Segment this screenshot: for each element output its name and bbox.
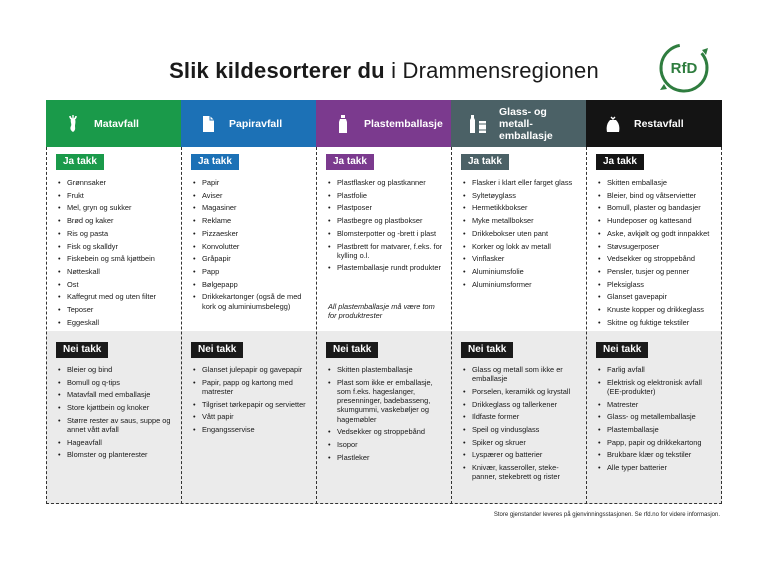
list-item: • Farlig avfall [598, 365, 716, 374]
list-item: • Magasiner [193, 203, 310, 212]
list-item: • Matavfall med emballasje [58, 390, 175, 399]
list-item: • Tilgriset tørkepapir og servietter [193, 400, 310, 409]
frame-left [46, 147, 47, 504]
list-item: • Bølgepapp [193, 280, 310, 289]
list-item: • Fisk og skalldyr [58, 242, 175, 251]
frame-bottom [46, 503, 722, 504]
list-item: • Brød og kaker [58, 216, 175, 225]
list-item: • Pleksiglass [598, 280, 716, 289]
list-item: • Aske, avkjølt og godt innpakket [598, 229, 716, 238]
list-item: • Plastbegre og plastbokser [328, 216, 445, 225]
list-item: • Pensler, tusjer og penner [598, 267, 716, 276]
column-glass-og-metall-emballasje [451, 100, 586, 504]
list-item: • Vinflasker [463, 254, 580, 263]
column-title: Plastemballasje [364, 117, 443, 130]
glass-and-can-icon [467, 113, 489, 135]
no-list [58, 365, 175, 463]
list-item: • Plastposer [328, 203, 445, 212]
footer-note: Store gjenstander leveres på gjenvinningsstasjonen. Se rfd.no for videre informasjon. [493, 512, 720, 518]
list-item: • Knivær, kasseroller, steke-panner, stekebrett og rister [463, 463, 580, 481]
list-item: • Bomull, plaster og bandasjer [598, 203, 716, 212]
column-divider [181, 147, 182, 504]
no-section [316, 331, 451, 504]
list-item: • Vedsekker og stroppebånd [598, 254, 716, 263]
list-item: • Plast som ikke er emballasje, som f.eks. hageslanger, presenninger, badebasseng, skumgummi, vaskebøljer og hagemøbler [328, 378, 445, 424]
list-item: • Kaffegrut med og uten filter [58, 292, 175, 301]
list-item: • Drikkekartonger (også de med kork og aluminiumsbelegg) [193, 292, 310, 310]
yes-section [586, 147, 722, 331]
yes-badge: Ja takk [56, 154, 104, 170]
page-title [0, 58, 768, 84]
list-item: • Porselen, keramikk og krystall [463, 387, 580, 396]
column-restavfall [586, 100, 722, 504]
yes-section [316, 147, 451, 331]
list-item: • Aviser [193, 191, 310, 200]
paper-icon [197, 113, 219, 135]
no-section [586, 331, 722, 504]
column-title: Restavfall [634, 117, 684, 130]
list-item: • Brukbare klær og tekstiler [598, 450, 716, 459]
no-list [463, 365, 580, 485]
no-badge: Nei takk [326, 342, 378, 358]
list-item: • Reklame [193, 216, 310, 225]
column-header [451, 100, 586, 147]
title-light: i Drammensregionen [391, 58, 599, 83]
list-item: • Papp [193, 267, 310, 276]
logo-text: RfD [670, 60, 698, 77]
list-item: • Plastbrett for matvarer, f.eks. for kylling o.l. [328, 242, 445, 260]
list-item: • Glanset julepapir og gavepapir [193, 365, 310, 374]
list-item: • Store kjøttbein og knoker [58, 403, 175, 412]
column-title: Matavfall [94, 117, 139, 130]
list-item: • Grønnsaker [58, 178, 175, 187]
list-item: • Alle typer batterier [598, 463, 716, 472]
apple-core-icon [62, 113, 84, 135]
list-item: • Glass og metall som ikke er emballasje [463, 365, 580, 383]
yes-list [193, 178, 310, 314]
no-list [328, 365, 445, 465]
yes-list [58, 178, 175, 330]
list-item: • Aluminiumsformer [463, 280, 580, 289]
list-item: • Spiker og skruer [463, 438, 580, 447]
column-matavfall [46, 100, 181, 504]
list-item: • Myke metallbokser [463, 216, 580, 225]
list-item: • Ris og pasta [58, 229, 175, 238]
list-item: • Elektrisk og elektronisk avfall (EE-produkter) [598, 378, 716, 396]
no-list [598, 365, 716, 476]
no-badge: Nei takk [461, 342, 513, 358]
list-item: • Større rester av saus, suppe og annet vått avfall [58, 416, 175, 434]
column-title: Glass- og metall-emballasje [499, 105, 553, 142]
list-item: • Blomster og planterester [58, 450, 175, 459]
frame-right [721, 147, 722, 504]
list-item: • Vedsekker og stroppebånd [328, 427, 445, 436]
yes-badge: Ja takk [596, 154, 644, 170]
column-header [46, 100, 181, 147]
no-badge: Nei takk [191, 342, 243, 358]
column-plastemballasje [316, 100, 451, 504]
no-section [181, 331, 316, 504]
list-item: • Papir [193, 178, 310, 187]
yes-list [328, 178, 445, 276]
yes-list [598, 178, 716, 330]
list-item: • Matrester [598, 400, 716, 409]
column-divider [586, 147, 587, 504]
list-item: • Drikkeglass og tallerkener [463, 400, 580, 409]
list-item: • Glanset gavepapir [598, 292, 716, 301]
yes-section [181, 147, 316, 331]
trash-bag-icon [602, 113, 624, 135]
list-item: • Blomsterpotter og -brett i plast [328, 229, 445, 238]
rfd-recycling-logo [656, 40, 712, 96]
yes-badge: Ja takk [326, 154, 374, 170]
list-item: • Glass- og metallemballasje [598, 412, 716, 421]
list-item: • Bleier, bind og våtservietter [598, 191, 716, 200]
list-item: • Plastfolie [328, 191, 445, 200]
no-section [46, 331, 181, 504]
list-item: • Skitten plastemballasje [328, 365, 445, 374]
list-item: • Papp, papir og drikkekartong [598, 438, 716, 447]
list-item: • Drikkebokser uten pant [463, 229, 580, 238]
no-badge: Nei takk [56, 342, 108, 358]
list-item: • Ost [58, 280, 175, 289]
yes-list [463, 178, 580, 292]
list-item: • Knuste kopper og drikkeglass [598, 305, 716, 314]
list-item: • Mel, gryn og sukker [58, 203, 175, 212]
list-item: • Flasker i klart eller farget glass [463, 178, 580, 187]
list-item: • Frukt [58, 191, 175, 200]
list-item: • Fiskebein og små kjøttbein [58, 254, 175, 263]
column-note: All plastemballasje må være tom for produktrester [328, 302, 435, 321]
yes-badge: Ja takk [191, 154, 239, 170]
column-divider [451, 147, 452, 504]
list-item: • Lyspærer og batterier [463, 450, 580, 459]
no-list [193, 365, 310, 438]
list-item: • Vått papir [193, 412, 310, 421]
list-item: • Konvolutter [193, 242, 310, 251]
list-item: • Teposer [58, 305, 175, 314]
list-item: • Gråpapir [193, 254, 310, 263]
list-item: • Skitne og fuktige tekstiler [598, 318, 716, 327]
list-item: • Skitten emballasje [598, 178, 716, 187]
column-title: Papiravfall [229, 117, 283, 130]
list-item: • Plastemballasje rundt produkter [328, 263, 445, 272]
list-item: • Støvsugerposer [598, 242, 716, 251]
list-item: • Plastleker [328, 453, 445, 462]
list-item: • Hundeposer og kattesand [598, 216, 716, 225]
list-item: • Papir, papp og kartong med matrester [193, 378, 310, 396]
list-item: • Eggeskall [58, 318, 175, 327]
list-item: • Hermetikkbokser [463, 203, 580, 212]
list-item: • Isopor [328, 440, 445, 449]
column-header [586, 100, 722, 147]
list-item: • Syltetøyglass [463, 191, 580, 200]
list-item: • Ildfaste former [463, 412, 580, 421]
sorting-board [46, 100, 722, 504]
yes-section [451, 147, 586, 331]
list-item: • Nøtteskall [58, 267, 175, 276]
list-item: • Bomull og q-tips [58, 378, 175, 387]
column-papiravfall [181, 100, 316, 504]
no-section [451, 331, 586, 504]
column-header [181, 100, 316, 147]
title-bold: Slik kildesorterer du [169, 58, 385, 83]
list-item: • Engangsservise [193, 425, 310, 434]
list-item: • Aluminiumsfolie [463, 267, 580, 276]
list-item: • Pizzaesker [193, 229, 310, 238]
plastic-bottle-icon [332, 113, 354, 135]
column-divider [316, 147, 317, 504]
yes-badge: Ja takk [461, 154, 509, 170]
yes-section [46, 147, 181, 331]
no-badge: Nei takk [596, 342, 648, 358]
list-item: • Plastemballasje [598, 425, 716, 434]
list-item: • Hageavfall [58, 438, 175, 447]
list-item: • Korker og lokk av metall [463, 242, 580, 251]
list-item: • Plastflasker og plastkanner [328, 178, 445, 187]
column-header [316, 100, 451, 147]
list-item: • Bleier og bind [58, 365, 175, 374]
list-item: • Speil og vindusglass [463, 425, 580, 434]
